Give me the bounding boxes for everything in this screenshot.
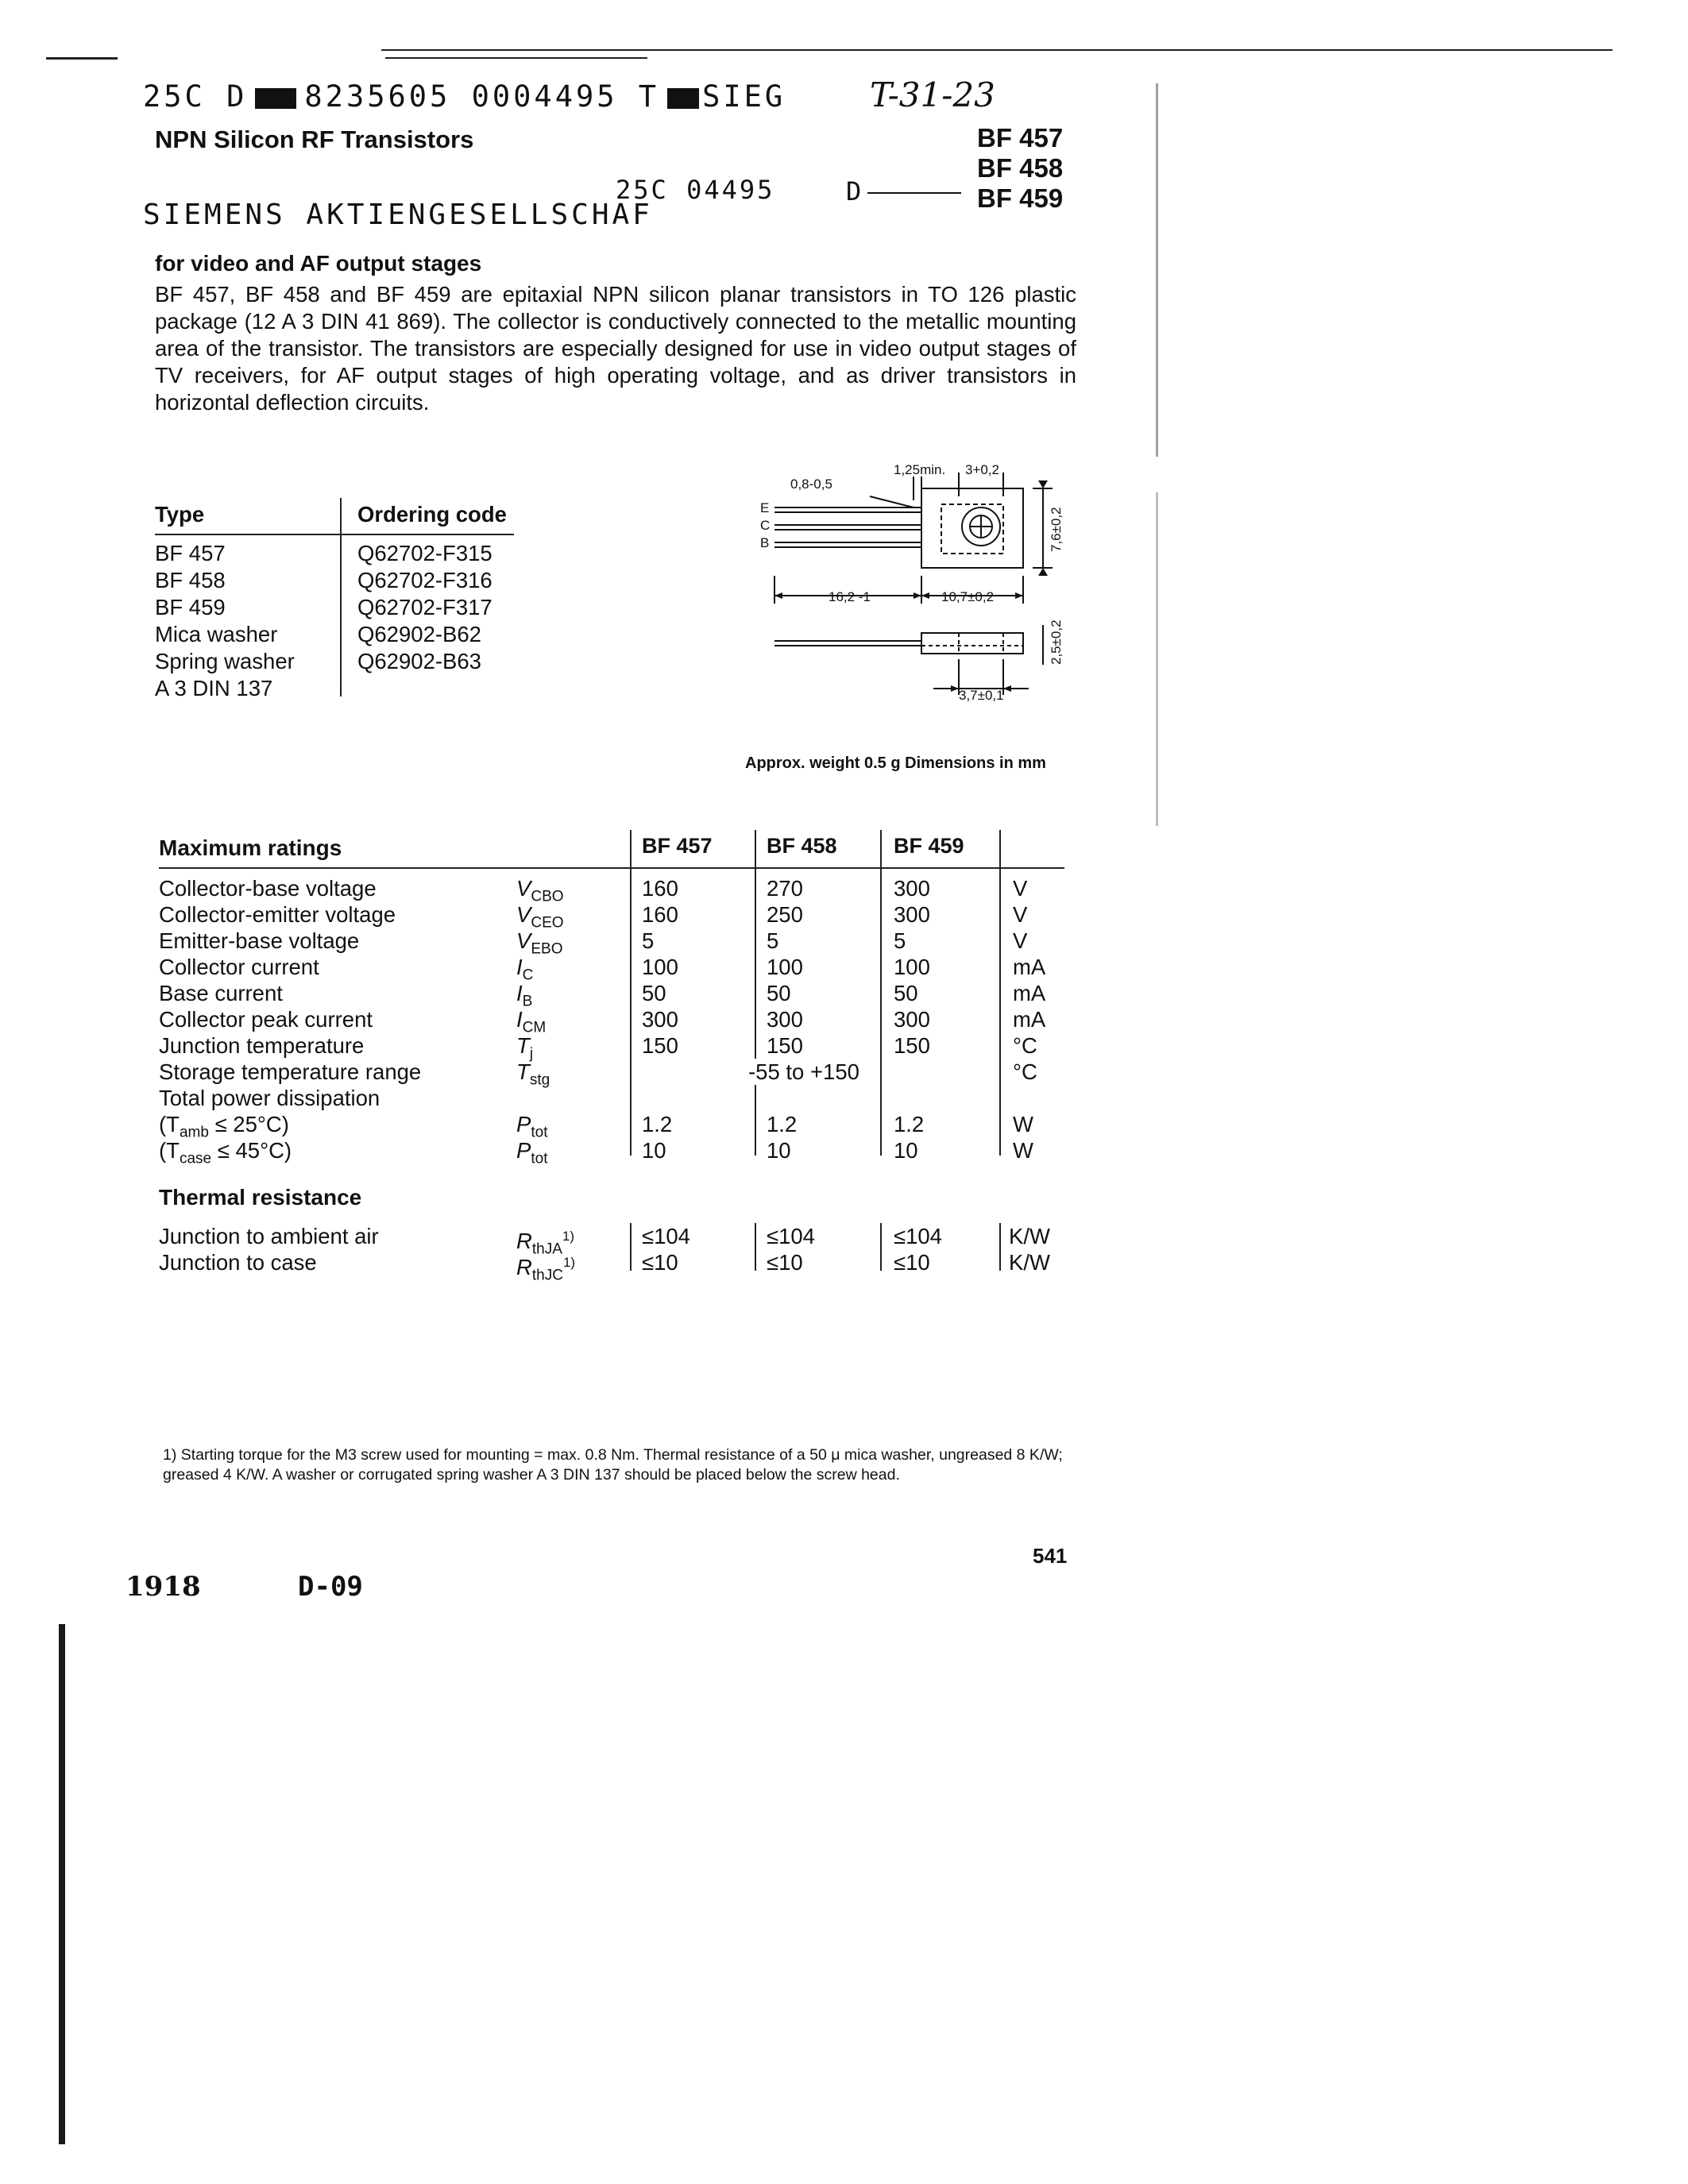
binding-edge: [59, 1624, 65, 2144]
doc-title: NPN Silicon RF Transistors: [155, 125, 474, 153]
value-bf458: 100: [767, 955, 803, 979]
ordering-code: Q62702-F315: [357, 541, 492, 565]
dim-label: 16,2 -1: [829, 589, 871, 604]
dim-label: 3+0,2: [965, 462, 1000, 477]
param-symbol: $R_{thJC}^{1)}$: [516, 1255, 576, 1284]
unit: °C: [1013, 1033, 1037, 1058]
handwritten-code: T-31-23: [870, 75, 995, 114]
value-bf459: 5: [894, 928, 906, 953]
type-item: BF 457: [977, 123, 1064, 152]
pin-label: B: [760, 535, 770, 550]
ordering-type: BF 459: [155, 595, 226, 619]
scan-edge-mark: [1156, 83, 1158, 457]
param-symbol: $T_j$: [516, 1033, 534, 1063]
unit: K/W: [1009, 1224, 1050, 1248]
max-ratings-title: Maximum ratings: [159, 835, 342, 860]
value-bf459: 300: [894, 1007, 930, 1032]
value-bf459: 150: [894, 1033, 930, 1058]
param-symbol: $P_{tot}$: [516, 1112, 548, 1141]
param-symbol: $T_{stg}$: [516, 1059, 550, 1089]
unit: W: [1013, 1138, 1033, 1163]
param-symbol: $R_{thJA}^{1)}$: [516, 1229, 575, 1258]
col-divider: [630, 1223, 632, 1271]
param-symbol: $I_B$: [516, 981, 533, 1010]
package-drawing: [751, 457, 1084, 715]
page-number: 541: [1033, 1544, 1068, 1568]
param-symbol: $P_{tot}$: [516, 1138, 548, 1167]
type-item: BF 458: [977, 153, 1064, 183]
param-label: Collector-emitter voltage: [159, 902, 396, 927]
ordering-code: Q62902-B63: [357, 649, 481, 673]
param-label: Emitter-base voltage: [159, 928, 360, 953]
dim-label: 2,5±0,2: [1049, 619, 1064, 665]
col-divider: [880, 1223, 882, 1271]
col-divider: [630, 830, 632, 1156]
power-condition: $(T_{amb} \le 25^\circ C)$: [159, 1112, 289, 1141]
value-bf457: 50: [642, 981, 666, 1005]
value-bf459: 100: [894, 955, 930, 979]
header-code-c: SIEG: [702, 79, 786, 114]
param-label: Collector peak current: [159, 1007, 373, 1032]
value-bf459: ≤104: [894, 1224, 942, 1248]
param-symbol: $V_{EBO}$: [516, 928, 563, 958]
header-code-a: 25C D: [143, 79, 248, 114]
param-symbol: $V_{CEO}$: [516, 902, 564, 932]
header-code: [143, 79, 786, 114]
unit: mA: [1013, 981, 1046, 1005]
ordering-header-code: Ordering code: [357, 502, 507, 527]
dim-label: 10,7±0,2: [941, 589, 995, 604]
unit: V: [1013, 928, 1028, 953]
value-bf458: 5: [767, 928, 779, 953]
scan-edge-mark: [1156, 492, 1158, 826]
value-bf458: ≤10: [767, 1250, 803, 1275]
type-list: [977, 123, 1063, 214]
redaction-block: [255, 88, 296, 109]
scan-mark: [46, 57, 118, 60]
ordering-header-type: Type: [155, 502, 205, 527]
value-bf457: 5: [642, 928, 655, 953]
param-label: Total power dissipation: [159, 1086, 380, 1110]
value-bf457: 160: [642, 902, 678, 927]
redaction-block: [667, 88, 699, 109]
param-label: Collector-base voltage: [159, 876, 377, 901]
col-header-bf458: BF 458: [767, 834, 837, 858]
header-code-b: 8235605 0004495 T: [304, 79, 660, 114]
value-bf459: 300: [894, 876, 930, 901]
pin-label: C: [760, 518, 771, 533]
value-bf457: 300: [642, 1007, 678, 1032]
unit: W: [1013, 1112, 1033, 1136]
value-bf457: 160: [642, 876, 678, 901]
dim-label: 0,8-0,5: [790, 477, 832, 492]
stamp-d: D: [846, 176, 961, 206]
unit: °C: [1013, 1059, 1037, 1084]
max-ratings-header-rule: [159, 867, 1064, 869]
value-bf458: 300: [767, 1007, 803, 1032]
description: BF 457, BF 458 and BF 459 are epitaxial NPN silicon planar transistors in TO 126 plastic package (12 A 3 DIN 41 869). The collector is conductively connected to the metallic mounting area of the transistor. The transistors are especially designed for use in video output stages of TV receivers, for AF output stages of high operating voltage, and as driver transistors in horizontal deflection circuits.: [155, 282, 1076, 415]
value-bf457: ≤104: [642, 1224, 690, 1248]
value-bf458: 10: [767, 1138, 791, 1163]
col-header-bf457: BF 457: [642, 834, 713, 858]
ordering-type: BF 457: [155, 541, 226, 565]
top-rule-short: [385, 57, 647, 59]
col-header-bf459: BF 459: [894, 834, 964, 858]
footer-left-code: 1918: [126, 1571, 201, 1603]
unit: V: [1013, 902, 1028, 927]
subtitle: for video and AF output stages: [155, 251, 482, 276]
value-bf459: 300: [894, 902, 930, 927]
ordering-type: Mica washer: [155, 622, 278, 646]
value-bf457: 150: [642, 1033, 678, 1058]
dim-label: 3,7±0,1: [959, 688, 1004, 703]
thermal-title: Thermal resistance: [159, 1185, 362, 1210]
col-divider: [999, 830, 1001, 1156]
value-bf458: 250: [767, 902, 803, 927]
power-condition: $(T_{case} \le 45^\circ C)$: [159, 1138, 292, 1167]
value-bf457: 10: [642, 1138, 666, 1163]
footnote: 1) Starting torque for the M3 screw used for mounting = max. 0.8 Nm. Thermal resistance of a 50 μ mica washer, ungreased 8 K/W; greased 4 K/W. A washer or corrugated spring washer A 3 DIN 137 should be placed below the screw head.: [163, 1446, 1063, 1484]
ordering-header-rule: [155, 534, 514, 535]
storage-range: -55 to +150: [748, 1059, 859, 1084]
ordering-type: A 3 DIN 137: [155, 676, 273, 700]
value-bf459: 50: [894, 981, 918, 1005]
top-rule: [381, 49, 1613, 51]
value-bf458: 50: [767, 981, 791, 1005]
dim-label: 7,6±0,2: [1049, 507, 1064, 552]
unit: V: [1013, 876, 1028, 901]
unit: K/W: [1009, 1250, 1050, 1275]
ordering-type: BF 458: [155, 568, 226, 592]
stamp-code: 25C 04495: [616, 175, 775, 205]
pin-label: E: [760, 500, 770, 515]
ordering-code: Q62702-F317: [357, 595, 492, 619]
param-label: Junction to ambient air: [159, 1224, 379, 1248]
value-bf459: 1.2: [894, 1112, 925, 1136]
company-name: SIEMENS AKTIENGESELLSCHAF: [143, 199, 653, 231]
value-bf459: 10: [894, 1138, 918, 1163]
value-bf457: 1.2: [642, 1112, 673, 1136]
value-bf459: ≤10: [894, 1250, 930, 1275]
ordering-code: Q62902-B62: [357, 622, 481, 646]
param-symbol: $I_C$: [516, 955, 534, 984]
col-divider: [999, 1223, 1001, 1271]
value-bf458: 270: [767, 876, 803, 901]
param-symbol: $I_{CM}$: [516, 1007, 547, 1036]
ordering-table: [155, 502, 528, 700]
ordering-code: Q62702-F316: [357, 568, 492, 592]
col-divider: [755, 1223, 756, 1271]
drawing-caption: Approx. weight 0.5 g Dimensions in mm: [745, 754, 1046, 772]
unit: mA: [1013, 1007, 1046, 1032]
value-bf458: 150: [767, 1033, 803, 1058]
type-item: BF 459: [977, 183, 1064, 213]
value-bf458: ≤104: [767, 1224, 815, 1248]
param-label: Collector current: [159, 955, 319, 979]
col-divider: [880, 830, 882, 1156]
value-bf457: ≤10: [642, 1250, 678, 1275]
param-label: Base current: [159, 981, 283, 1005]
param-label: Junction temperature: [159, 1033, 365, 1058]
dim-label: 1,25min.: [894, 462, 946, 477]
unit: mA: [1013, 955, 1046, 979]
footer-right-code: D-09: [298, 1571, 363, 1603]
value-bf458: 1.2: [767, 1112, 798, 1136]
value-bf457: 100: [642, 955, 678, 979]
col-divider: [755, 830, 756, 1156]
param-label: Junction to case: [159, 1250, 317, 1275]
param-symbol: $V_{CBO}$: [516, 876, 564, 905]
ordering-type: Spring washer: [155, 649, 295, 673]
param-label: Storage temperature range: [159, 1059, 422, 1084]
